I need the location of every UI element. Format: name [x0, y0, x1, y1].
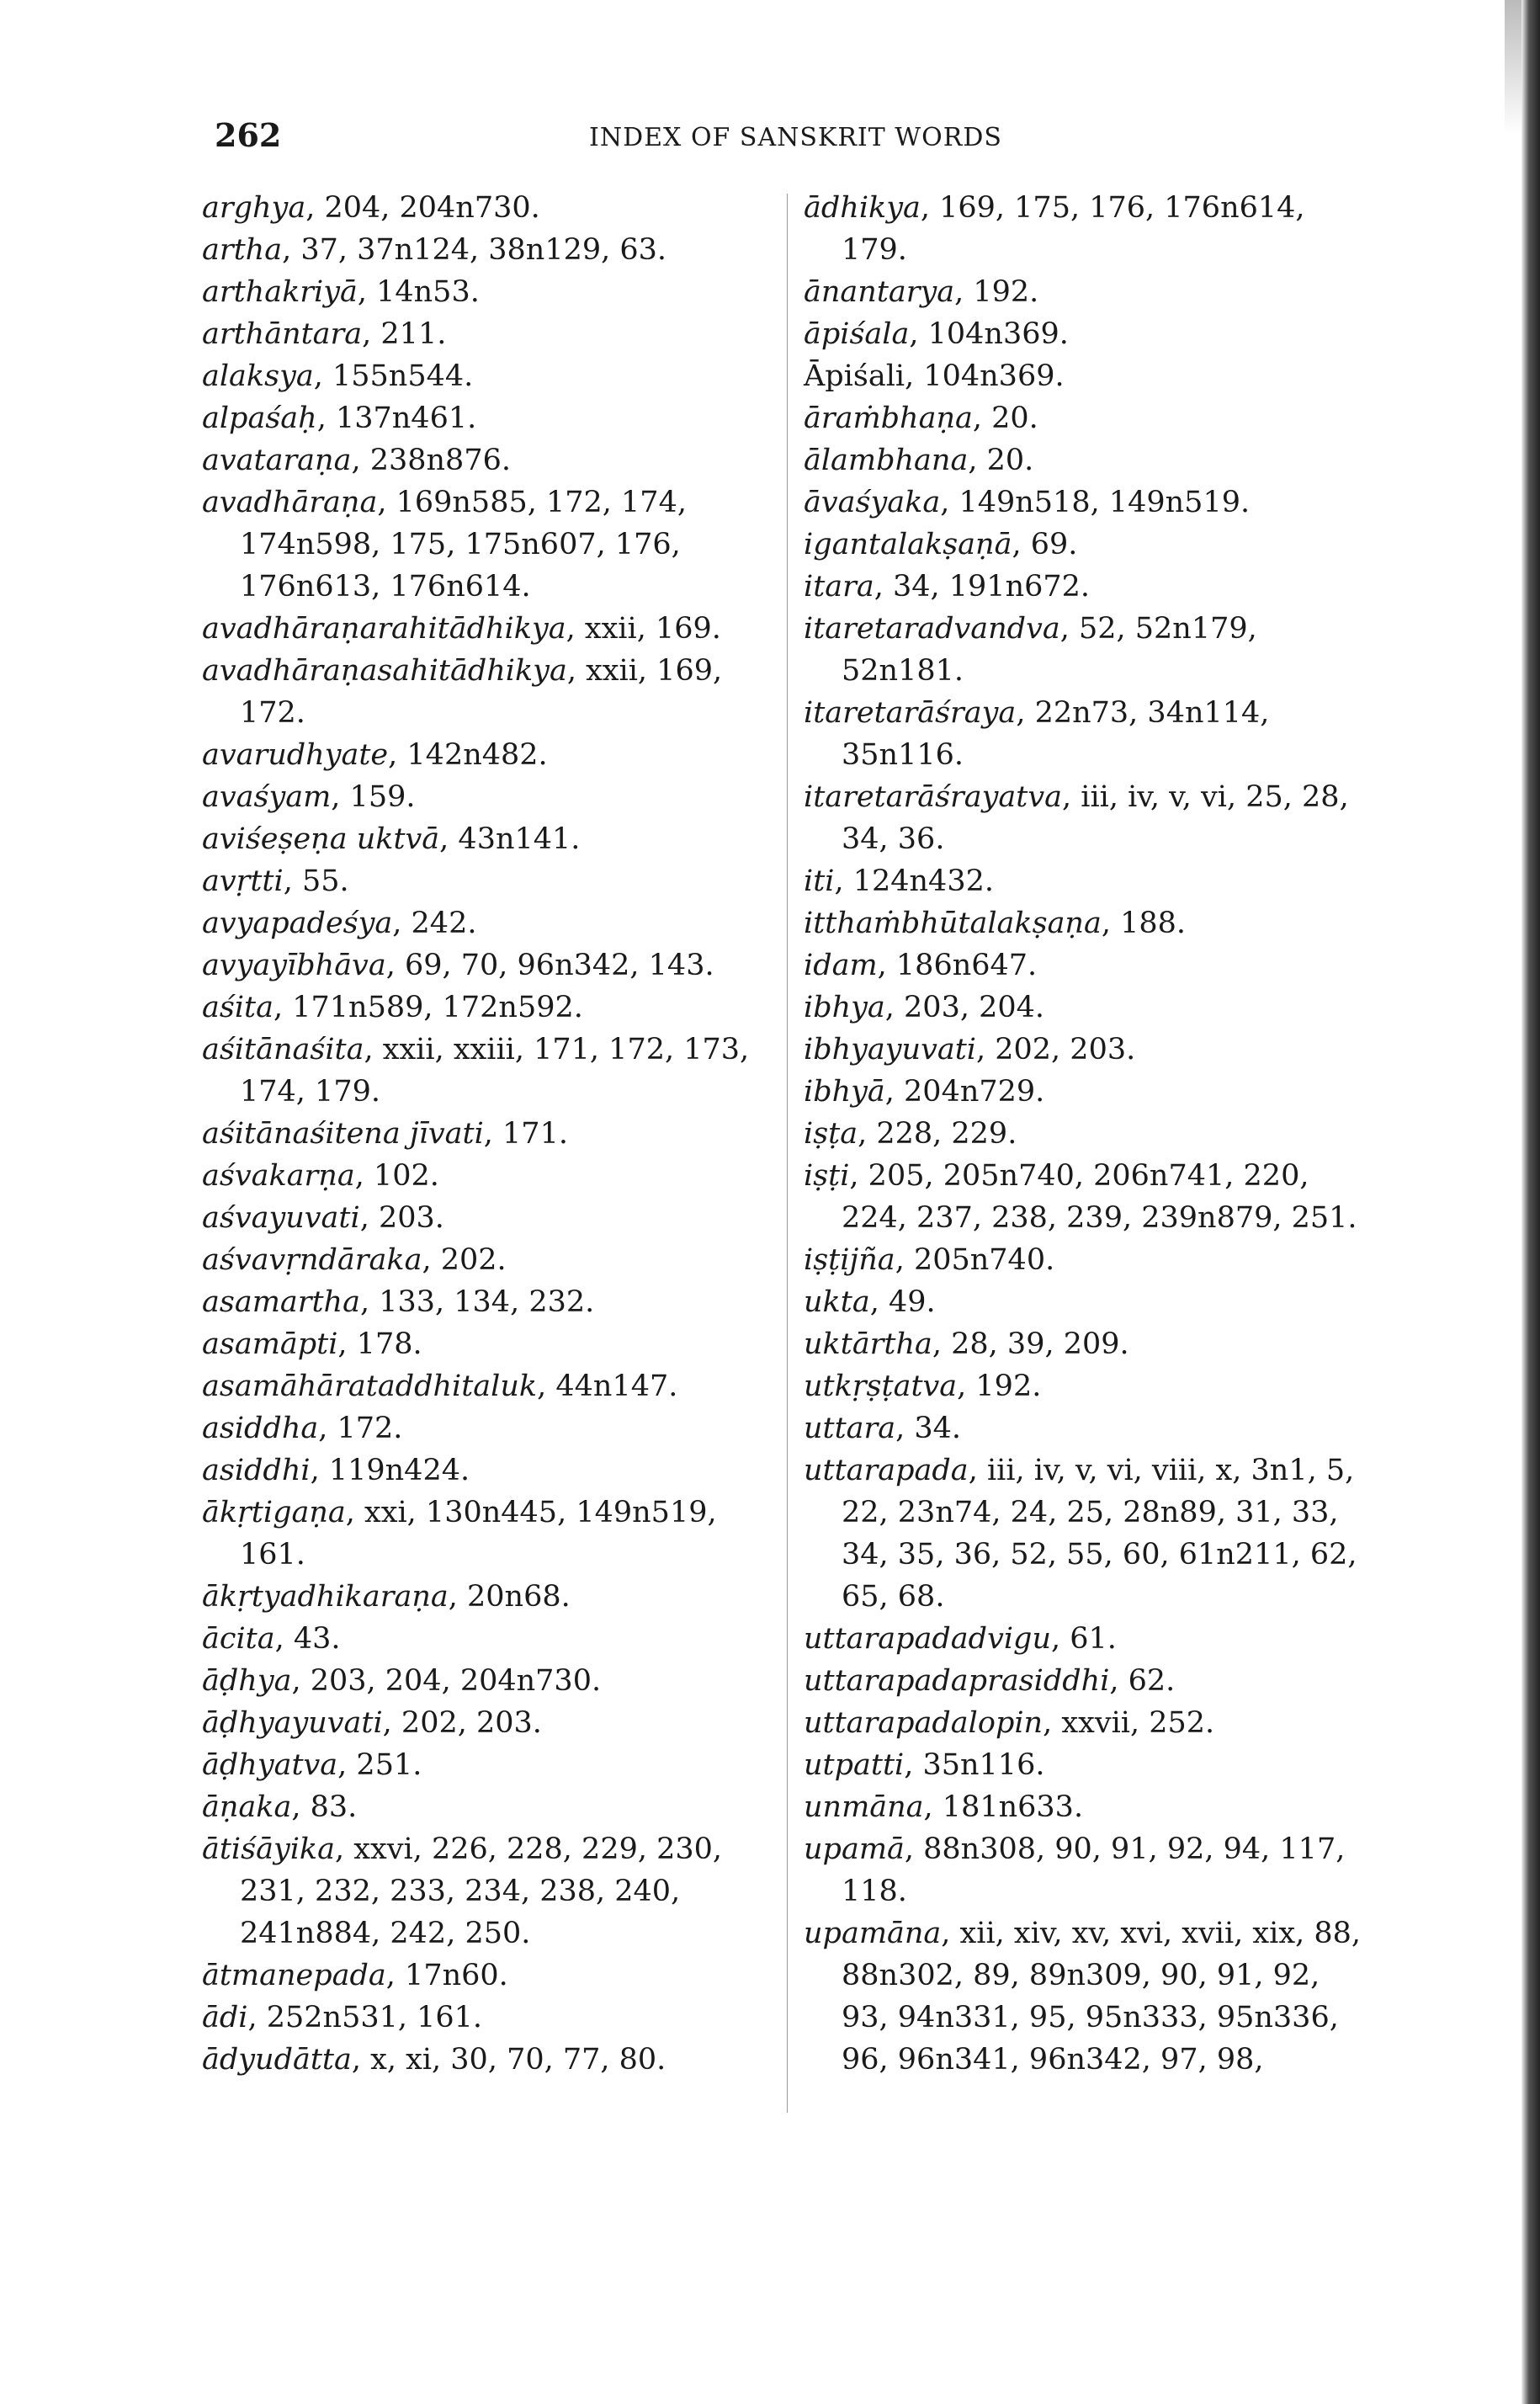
- index-headword: avyapadeśya: [202, 907, 393, 940]
- index-headword: aśitānaśitena jīvati: [202, 1117, 484, 1151]
- index-headword: ācita: [202, 1622, 275, 1656]
- index-headword: asiddha: [202, 1412, 319, 1445]
- index-entry: [804, 1281, 1376, 1323]
- column-divider: [787, 194, 788, 2113]
- index-references: , 55.: [283, 864, 349, 898]
- index-headword: uktārtha: [804, 1327, 932, 1361]
- index-references: , 205n740.: [895, 1243, 1055, 1277]
- index-references: , 22n73, 34n114, 35n116.: [842, 696, 1270, 772]
- index-headword: aviśeṣeṇa uktvā: [202, 822, 440, 856]
- page-number: 262: [215, 116, 282, 154]
- index-headword: aśitānaśita: [202, 1033, 364, 1066]
- index-headword: arthakriyā: [202, 275, 358, 309]
- index-entry: [804, 1155, 1376, 1239]
- index-references: , 14n53.: [357, 275, 480, 309]
- index-references: , 20.: [972, 402, 1038, 435]
- index-references: , 204, 204n730.: [305, 191, 540, 225]
- index-entry: [202, 1239, 774, 1281]
- index-references: , 44n147.: [537, 1370, 678, 1403]
- index-entry: [804, 439, 1376, 481]
- index-headword: āṇaka: [202, 1790, 292, 1824]
- index-headword: unmāna: [804, 1790, 924, 1824]
- index-references: , 178.: [337, 1327, 422, 1361]
- index-entry: [202, 818, 774, 860]
- index-entry: [202, 2039, 774, 2081]
- index-references: , 252n531, 161.: [247, 2001, 483, 2034]
- index-entry: [804, 1744, 1376, 1786]
- index-headword: ākṛtigaṇa: [202, 1496, 346, 1529]
- index-references: , 133, 134, 232.: [359, 1285, 595, 1319]
- index-headword: ibhyayuvati: [804, 1033, 976, 1066]
- index-headword: ākṛtyadhikaraṇa: [202, 1580, 449, 1614]
- index-entry: [804, 944, 1376, 987]
- index-entry: [202, 187, 774, 229]
- index-headword: aśita: [202, 991, 273, 1024]
- index-entry: [804, 1912, 1376, 2081]
- index-headword: ukta: [804, 1285, 870, 1319]
- index-entry: [804, 313, 1376, 355]
- index-references: , 251.: [337, 1748, 422, 1782]
- index-references: , 20n68.: [448, 1580, 571, 1614]
- index-references: , 169, 175, 176, 176n614, 179.: [842, 191, 1305, 267]
- index-entry: [804, 692, 1376, 776]
- index-headword: asiddhi: [202, 1454, 311, 1487]
- index-references: , 35n116.: [904, 1748, 1045, 1782]
- index-headword: itaretaradvandva: [804, 612, 1060, 646]
- index-entry: [804, 1407, 1376, 1449]
- index-entry: [804, 987, 1376, 1029]
- index-references: , 204n729.: [884, 1075, 1045, 1109]
- index-references: , 242.: [392, 907, 477, 940]
- index-headword: uttarapada: [804, 1454, 969, 1487]
- index-references: , 142n482.: [388, 738, 548, 772]
- index-entry: [202, 776, 774, 818]
- index-headword: avataraṇa: [202, 444, 352, 477]
- index-references: , 88n308, 90, 91, 92, 94, 117, 118.: [842, 1832, 1346, 1908]
- index-headword: aśvavṛndāraka: [202, 1243, 422, 1277]
- index-headword: utkṛṣṭatva: [804, 1370, 958, 1403]
- index-references: , 159.: [331, 780, 416, 814]
- index-references: , 149n518, 149n519.: [940, 486, 1251, 519]
- index-entry: [804, 860, 1376, 902]
- index-headword: ātmanepada: [202, 1959, 386, 1992]
- index-entry: [804, 1323, 1376, 1365]
- index-headword: alaksya: [202, 359, 314, 393]
- index-entry: [202, 1955, 774, 1997]
- index-entry: [202, 1155, 774, 1197]
- index-references: , 104n369.: [909, 317, 1069, 351]
- index-entry: [202, 1407, 774, 1449]
- index-references: , 172.: [318, 1412, 403, 1445]
- index-references: , xxii, xxiii, 171, 172, 173, 174, 179.: [240, 1033, 750, 1109]
- index-headword: avyayībhāva: [202, 949, 386, 982]
- index-headword: igantalakṣaṇā: [804, 528, 1012, 561]
- index-headword: iṣṭijña: [804, 1243, 895, 1277]
- index-references: , xxi, 130n445, 149n519, 161.: [240, 1496, 717, 1572]
- index-entry: [804, 1618, 1376, 1660]
- scan-edge-shadow: [1521, 0, 1540, 2404]
- index-references: , 43.: [274, 1622, 341, 1656]
- index-references: , xxii, 169.: [566, 612, 721, 646]
- index-headword: artha: [202, 233, 283, 267]
- index-headword: aśvakarṇa: [202, 1159, 355, 1193]
- index-entry: [804, 1449, 1376, 1618]
- index-entry: [804, 608, 1376, 692]
- index-headword: avadhāraṇa: [202, 486, 378, 519]
- index-entry: [202, 1828, 774, 1955]
- index-headword: avarudhyate: [202, 738, 389, 772]
- index-references: , 202.: [422, 1243, 507, 1277]
- index-entry: [202, 608, 774, 650]
- index-references: , 69, 70, 96n342, 143.: [385, 949, 714, 982]
- index-references: , 202, 203.: [976, 1033, 1136, 1066]
- index-entry: [202, 1197, 774, 1239]
- index-headword: upamā: [804, 1832, 905, 1866]
- index-entry: [804, 524, 1376, 566]
- index-headword: itaretarāśrayatva: [804, 780, 1063, 814]
- index-references: , 52, 52n179, 52n181.: [842, 612, 1257, 688]
- scan-edge-speck: [1505, 0, 1521, 135]
- index-references: , 124n432.: [834, 864, 994, 898]
- index-headword: ādi: [202, 2001, 248, 2034]
- index-entry: [804, 776, 1376, 860]
- index-entry: [804, 187, 1376, 271]
- index-entry: [202, 1786, 774, 1828]
- index-headword: āḍhyayuvati: [202, 1706, 383, 1740]
- index-entry: [804, 1029, 1376, 1071]
- index-references: , xxii, 169, 172.: [240, 654, 723, 730]
- index-entry: [804, 1365, 1376, 1407]
- index-headword: iṣṭi: [804, 1159, 850, 1193]
- index-references: , 238n876.: [351, 444, 511, 477]
- index-references: , 202, 203.: [382, 1706, 542, 1740]
- index-references: , 203, 204.: [884, 991, 1045, 1024]
- index-references: , 17n60.: [385, 1959, 508, 1992]
- index-headword: itaretarāśraya: [804, 696, 1017, 730]
- index-entry: [804, 481, 1376, 524]
- index-entry: [202, 271, 774, 313]
- index-references: , 169n585, 172, 174, 174n598, 175, 175n607, 176, 176n613, 176n614.: [240, 486, 687, 604]
- index-references: , xxvi, 226, 228, 229, 230, 231, 232, 233, 234, 238, 240, 241n884, 242, 250.: [240, 1832, 723, 1950]
- index-references: , iii, iv, v, vi, viii, x, 3n1, 5, 22, 23n74, 24, 25, 28n89, 31, 33, 34, 35, 36, 52, 55, 60, 61n211, 62, 65, 68.: [842, 1454, 1357, 1614]
- index-headword: aśvayuvati: [202, 1201, 360, 1235]
- index-references: , 188.: [1101, 907, 1187, 940]
- index-entry: [202, 734, 774, 776]
- index-entry: [804, 1786, 1376, 1828]
- index-references: , xxvii, 252.: [1043, 1706, 1215, 1740]
- index-headword: idam: [804, 949, 878, 982]
- index-headword: uttarapadadvigu: [804, 1622, 1051, 1656]
- index-references: , xii, xiv, xv, xvi, xvii, xix, 88, 88n302, 89, 89n309, 90, 91, 92, 93, 94n331, 95, 95n333, 95n336, 96, 96n341, 96n342, 97, 98,: [842, 1917, 1362, 2077]
- index-references: , 203, 204, 204n730.: [291, 1664, 602, 1698]
- index-references: , 205, 205n740, 206n741, 220, 224, 237, 238, 239, 239n879, 251.: [842, 1159, 1357, 1235]
- index-entry: [202, 987, 774, 1029]
- index-headword: upamāna: [804, 1917, 942, 1950]
- index-headword: asamartha: [202, 1285, 360, 1319]
- index-references: , 186n647.: [877, 949, 1038, 982]
- index-headword: ibhyā: [804, 1075, 885, 1109]
- index-headword: iṣṭa: [804, 1117, 858, 1151]
- index-references: , 155n544.: [313, 359, 474, 393]
- index-entry: [202, 481, 774, 608]
- index-headword: utpatti: [804, 1748, 905, 1782]
- index-headword: āḍhyatva: [202, 1748, 338, 1782]
- index-headword: āvaśyaka: [804, 486, 941, 519]
- index-entry: [202, 313, 774, 355]
- index-entry: [804, 1071, 1376, 1113]
- index-headword: uttarapadaprasiddhi: [804, 1664, 1110, 1698]
- index-headword: ānantarya: [804, 275, 955, 309]
- index-headword: āpiśala: [804, 317, 910, 351]
- index-headword: itthaṁbhūtalakṣaṇa: [804, 907, 1102, 940]
- index-references: , 62.: [1109, 1664, 1176, 1698]
- index-entry: [804, 1702, 1376, 1744]
- index-references: , iii, iv, v, vi, 25, 28, 34, 36.: [842, 780, 1349, 856]
- index-references: , 69.: [1012, 528, 1078, 561]
- index-entry: [804, 1828, 1376, 1912]
- index-headword: ātiśāyika: [202, 1832, 335, 1866]
- index-entry: [202, 355, 774, 397]
- index-headword: avaśyam: [202, 780, 332, 814]
- index-column-right: [804, 187, 1376, 2081]
- index-headword: asamāhārataddhitaluk: [202, 1370, 538, 1403]
- index-entry: [202, 1660, 774, 1702]
- index-entry: [202, 1618, 774, 1660]
- index-references: , 34.: [895, 1412, 962, 1445]
- index-references: , 171.: [483, 1117, 568, 1151]
- index-references: , 34, 191n672.: [874, 570, 1091, 604]
- index-references: , 192.: [957, 1370, 1042, 1403]
- index-references: , 137n461.: [316, 402, 477, 435]
- index-headword: itara: [804, 570, 874, 604]
- index-references: , 83.: [291, 1790, 358, 1824]
- index-references: , 43n141.: [439, 822, 581, 856]
- index-entry: [202, 1029, 774, 1113]
- index-headword: avadhāraṇarahitādhikya: [202, 612, 566, 646]
- index-entry: [202, 1492, 774, 1576]
- index-entry: [202, 650, 774, 734]
- index-headword: arghya: [202, 191, 306, 225]
- index-entry: [202, 1744, 774, 1786]
- index-references: , 119n424.: [310, 1454, 470, 1487]
- index-entry: [202, 1365, 774, 1407]
- index-headword: āḍhya: [202, 1664, 292, 1698]
- index-references: Āpiśali, 104n369.: [804, 359, 1065, 393]
- index-entry: [202, 1323, 774, 1365]
- index-headword: uttarapadalopin: [804, 1706, 1043, 1740]
- index-references: , 102.: [354, 1159, 439, 1193]
- index-headword: arthāntara: [202, 317, 363, 351]
- index-entry: [202, 1997, 774, 2039]
- index-entry: [202, 902, 774, 944]
- index-headword: iti: [804, 864, 835, 898]
- index-headword: ibhya: [804, 991, 885, 1024]
- index-references: , 171n589, 172n592.: [273, 991, 583, 1024]
- index-entry: [202, 1576, 774, 1618]
- index-entry: [202, 1449, 774, 1492]
- index-entry: [202, 1113, 774, 1155]
- index-entry: [202, 1702, 774, 1744]
- index-references: , x, xi, 30, 70, 77, 80.: [351, 2043, 666, 2077]
- index-headword: avṛtti: [202, 864, 284, 898]
- index-references: , 37, 37n124, 38n129, 63.: [282, 233, 667, 267]
- index-headword: ādyudātta: [202, 2043, 352, 2077]
- index-entry: [804, 1239, 1376, 1281]
- index-headword: ālambhana: [804, 444, 969, 477]
- index-references: , 20.: [968, 444, 1034, 477]
- index-references: , 61.: [1051, 1622, 1117, 1656]
- index-entry: [804, 397, 1376, 439]
- index-entry: [804, 271, 1376, 313]
- index-headword: ādhikya: [804, 191, 921, 225]
- index-headword: avadhāraṇasahitādhikya: [202, 654, 567, 688]
- index-entry: [804, 1113, 1376, 1155]
- index-references: , 203.: [359, 1201, 444, 1235]
- index-column-left: [202, 187, 774, 2081]
- index-entry: [202, 944, 774, 987]
- index-references: , 181n633.: [923, 1790, 1084, 1824]
- index-entry: [804, 355, 1376, 397]
- index-references: , 28, 39, 209.: [932, 1327, 1129, 1361]
- index-entry: [804, 1660, 1376, 1702]
- index-entry: [202, 439, 774, 481]
- index-entry: [202, 1281, 774, 1323]
- index-headword: āraṁbhaṇa: [804, 402, 973, 435]
- index-entry: [804, 566, 1376, 608]
- running-head: INDEX OF SANSKRIT WORDS: [589, 123, 1002, 152]
- index-entry: [202, 860, 774, 902]
- index-references: , 49.: [869, 1285, 936, 1319]
- index-entry: [804, 902, 1376, 944]
- index-headword: uttara: [804, 1412, 896, 1445]
- index-headword: alpaśaḥ: [202, 402, 317, 435]
- index-entry: [202, 229, 774, 271]
- index-references: , 211.: [362, 317, 447, 351]
- index-references: , 228, 229.: [858, 1117, 1017, 1151]
- index-headword: asamāpti: [202, 1327, 338, 1361]
- index-entry: [202, 397, 774, 439]
- index-references: , 192.: [954, 275, 1039, 309]
